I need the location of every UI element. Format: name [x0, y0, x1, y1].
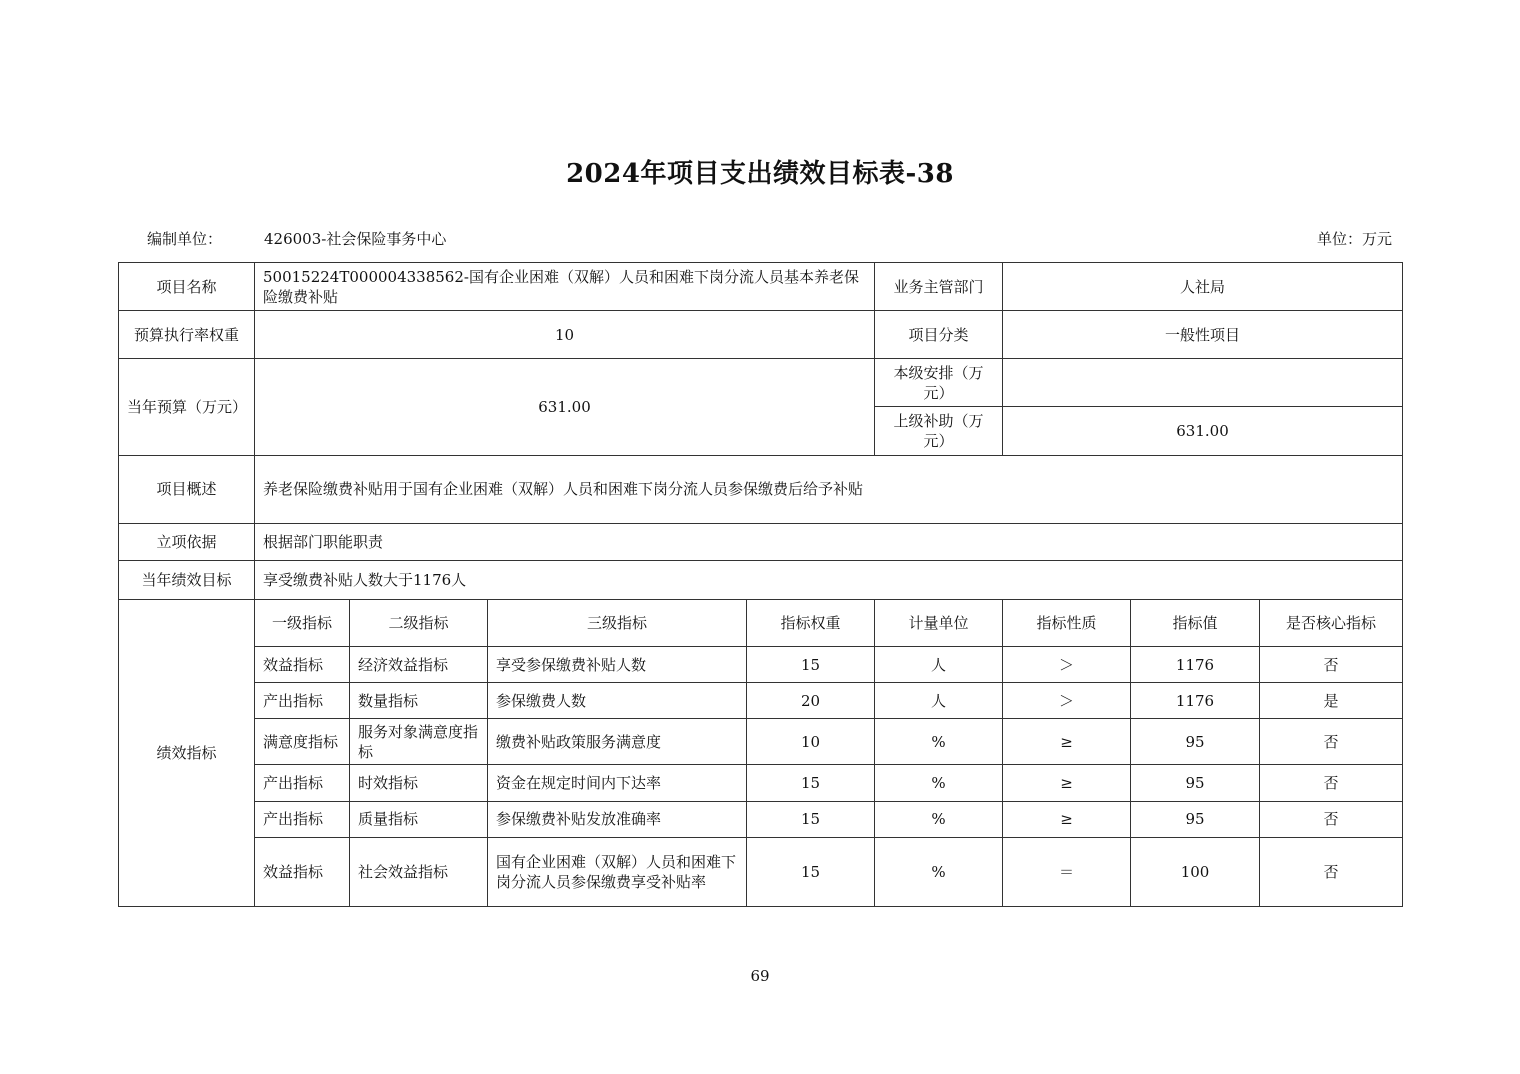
level2-cell: 经济效益指标	[350, 647, 488, 683]
indicators-section-label: 绩效指标	[119, 599, 255, 906]
overview-value: 养老保险缴费补贴用于国有企业困难（双解）人员和困难下岗分流人员参保缴费后给予补贴	[255, 455, 1403, 523]
core-cell: 否	[1260, 765, 1403, 801]
overview-label: 项目概述	[119, 455, 255, 523]
header-unit: 计量单位	[875, 599, 1003, 646]
weight-cell: 15	[747, 647, 875, 683]
level2-cell: 数量指标	[350, 683, 488, 719]
local-label: 本级安排（万元）	[875, 359, 1003, 407]
unit-label: 编制单位：	[147, 230, 223, 248]
header-value: 指标值	[1131, 599, 1260, 646]
nature-cell: ≥	[1003, 765, 1131, 801]
nature-cell: ＝	[1003, 837, 1131, 906]
level1-cell: 产出指标	[255, 765, 350, 801]
table-row	[119, 719, 1403, 765]
header-level2: 二级指标	[350, 599, 488, 646]
weight-cell: 10	[747, 719, 875, 765]
core-cell: 是	[1260, 683, 1403, 719]
level2-cell: 时效指标	[350, 765, 488, 801]
level3-cell: 缴费补贴政策服务满意度	[488, 719, 747, 765]
unit-cell: %	[875, 765, 1003, 801]
header-nature: 指标性质	[1003, 599, 1131, 646]
level1-cell: 满意度指标	[255, 719, 350, 765]
budget-label: 当年预算（万元）	[119, 359, 255, 455]
page-number: 69	[750, 967, 770, 985]
weight-cell: 15	[747, 837, 875, 906]
nature-cell: ＞	[1003, 683, 1131, 719]
value-cell: 95	[1131, 801, 1260, 837]
header-core: 是否核心指标	[1260, 599, 1403, 646]
level2-cell: 服务对象满意度指标	[350, 719, 488, 765]
unit-cell: %	[875, 801, 1003, 837]
basis-label: 立项依据	[119, 523, 255, 560]
category-label: 项目分类	[875, 311, 1003, 359]
basis-value: 根据部门职能职责	[255, 523, 1403, 560]
page-title: 2024年项目支出绩效目标表-38	[566, 159, 954, 189]
header-level1: 一级指标	[255, 599, 350, 646]
local-value	[1003, 359, 1403, 407]
weight-cell: 20	[747, 683, 875, 719]
unit-cell: %	[875, 837, 1003, 906]
nature-cell: ≥	[1003, 719, 1131, 765]
weight-cell: 15	[747, 801, 875, 837]
core-cell: 否	[1260, 719, 1403, 765]
nature-cell: ≥	[1003, 801, 1131, 837]
core-cell: 否	[1260, 837, 1403, 906]
weight-label: 预算执行率权重	[119, 311, 255, 359]
project-name-label: 项目名称	[119, 263, 255, 311]
unit-value: 426003-社会保险事务中心	[264, 230, 447, 248]
weight-value: 10	[255, 311, 875, 359]
value-cell: 95	[1131, 765, 1260, 801]
value-cell: 1176	[1131, 683, 1260, 719]
level3-cell: 参保缴费补贴发放准确率	[488, 801, 747, 837]
level3-cell: 享受参保缴费补贴人数	[488, 647, 747, 683]
core-cell: 否	[1260, 801, 1403, 837]
dept-value: 人社局	[1003, 263, 1403, 311]
level3-cell: 参保缴费人数	[488, 683, 747, 719]
table-row	[119, 837, 1403, 906]
upper-value: 631.00	[1003, 407, 1403, 455]
level2-cell: 质量指标	[350, 801, 488, 837]
header-weight: 指标权重	[747, 599, 875, 646]
unit-cell: %	[875, 719, 1003, 765]
level1-cell: 产出指标	[255, 801, 350, 837]
table-row	[119, 647, 1403, 683]
goal-label: 当年绩效目标	[119, 560, 255, 599]
level3-cell: 国有企业困难（双解）人员和困难下岗分流人员参保缴费享受补贴率	[488, 837, 747, 906]
table-row	[119, 801, 1403, 837]
weight-cell: 15	[747, 765, 875, 801]
level3-cell: 资金在规定时间内下达率	[488, 765, 747, 801]
dept-label: 业务主管部门	[875, 263, 1003, 311]
value-cell: 95	[1131, 719, 1260, 765]
value-cell: 100	[1131, 837, 1260, 906]
goal-value: 享受缴费补贴人数大于1176人	[255, 560, 1403, 599]
unit-cell: 人	[875, 683, 1003, 719]
performance-table	[118, 262, 1403, 907]
nature-cell: ＞	[1003, 647, 1131, 683]
core-cell: 否	[1260, 647, 1403, 683]
level1-cell: 效益指标	[255, 647, 350, 683]
upper-label: 上级补助（万元）	[875, 407, 1003, 455]
level1-cell: 效益指标	[255, 837, 350, 906]
unit-cell: 人	[875, 647, 1003, 683]
level1-cell: 产出指标	[255, 683, 350, 719]
level2-cell: 社会效益指标	[350, 837, 488, 906]
project-name: 50015224T000004338562-国有企业困难（双解）人员和困难下岗分流人员基本养老保险缴费补贴	[255, 263, 875, 311]
header-level3: 三级指标	[488, 599, 747, 646]
currency-unit: 单位：万元	[1316, 230, 1392, 248]
category-value: 一般性项目	[1003, 311, 1403, 359]
table-row	[119, 683, 1403, 719]
budget-value: 631.00	[255, 359, 875, 455]
value-cell: 1176	[1131, 647, 1260, 683]
table-row	[119, 765, 1403, 801]
